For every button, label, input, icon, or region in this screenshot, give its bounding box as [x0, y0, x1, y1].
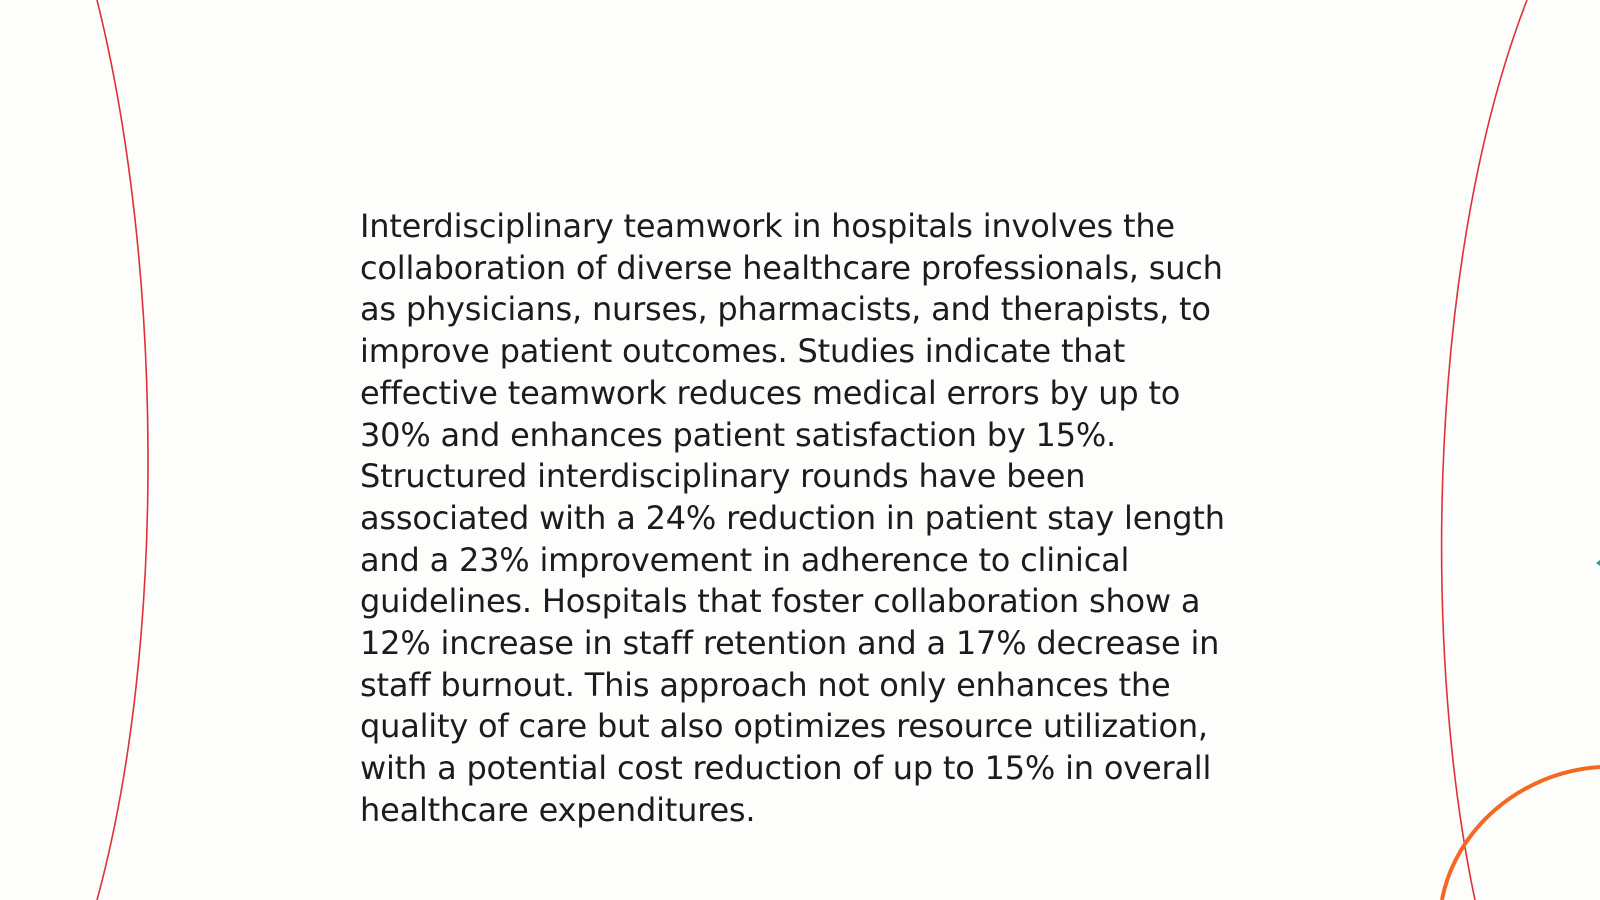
right-red-arc	[1442, 0, 1527, 900]
body-paragraph: Interdisciplinary teamwork in hospitals involves the collaboration of diverse healthcare professionals, such as physicians, nurses, pharmacists, and therapists, to improve patient outcomes. Studies indicate that effective teamwork reduces medical errors by up to 30% and enhances patient satisfaction by 15%. Structured interdisciplinary rounds have been associated with a 24% reduction in patient stay length and a 23% improvement in adherence to clinical guidelines. Hospitals that foster collaboration show a 12% increase in staff retention and a 17% decrease in staff burnout. This approach not only enhances the quality of care but also optimizes resource utilization, with a potential cost reduction of up to 15% in overall healthcare expenditures.	[360, 207, 1225, 829]
left-red-arc	[97, 0, 148, 900]
bottom-right-orange-arc	[1442, 767, 1600, 900]
teal-accent-mark	[1596, 560, 1600, 566]
